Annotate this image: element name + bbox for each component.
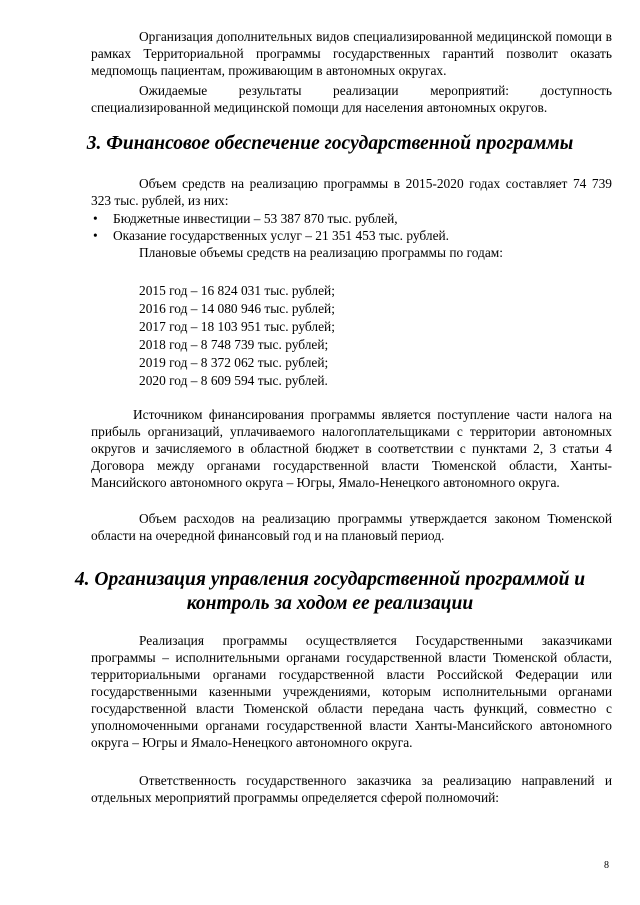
year-item: 2015 год – 16 824 031 тыс. рублей; bbox=[139, 283, 335, 298]
bullet-icon: • bbox=[93, 211, 98, 226]
year-item: 2017 год – 18 103 951 тыс. рублей; bbox=[139, 319, 335, 334]
law-paragraph: Объем расходов на реализацию программы утверждается законом Тюменской области на очередной финансовый год и на плановый период. bbox=[91, 511, 612, 543]
bullet-text: Оказание государственных услуг – 21 351 453 тыс. рублей. bbox=[113, 228, 450, 243]
funding-bullet-list bbox=[91, 210, 612, 244]
bullet-icon: • bbox=[93, 228, 98, 243]
page-number: 8 bbox=[604, 860, 609, 871]
year-item: 2019 год – 8 372 062 тыс. рублей; bbox=[139, 355, 329, 370]
bullet-item bbox=[91, 210, 612, 227]
section-4-heading bbox=[60, 568, 600, 616]
bullet-item bbox=[91, 227, 612, 244]
bullet-text: Бюджетные инвестиции – 53 387 870 тыс. рублей, bbox=[113, 211, 398, 226]
management-paragraph: Реализация программы осуществляется Государственными заказчиками программы – исполнительными органами государственной власти Тюменской области, территориальными органами государственной власти Российской Федерации или государственными казенными учреждениями, которым исполнительными органами государственной власти Тюменской области передана часть функций, совместно с уполномоченными органами государственной власти Ханты-Мансийского автономного округа – Югры и Ямало-Ненецкого автономного округа. bbox=[91, 633, 612, 750]
funding-source-paragraph: Источником финансирования программы является поступление части налога на прибыль организаций, уплачиваемого налогоплательщиками с территории автономных округов и зачисляемого в областной бюджет в соответствии с пунктами 2, 3 статьи 4 Договора между органами государственной власти Тюменской области, Ханты-Мансийского автономного округа – Югры, Ямало-Ненецкого автономного округа. bbox=[91, 407, 612, 490]
year-item: 2020 год – 8 609 594 тыс. рублей. bbox=[139, 373, 328, 388]
by-year-list bbox=[139, 282, 335, 390]
section-4-heading-line-2: контроль за ходом ее реализации bbox=[186, 593, 474, 614]
intro-paragraph-2: Ожидаемые результаты реализации мероприятий: доступность специализированной медицинской помощи для населения автономных округов. bbox=[91, 83, 612, 115]
responsibility-paragraph: Ответственность государственного заказчика за реализацию направлений и отдельных мероприятий программы определяется сферой полномочий: bbox=[91, 773, 612, 805]
intro-paragraph-1: Организация дополнительных видов специализированной медицинской помощи в рамках Территориальной программы государственных гарантий позволит оказать медпомощь пациентам, проживающим в автономных округах. bbox=[91, 29, 612, 78]
by-year-intro: Плановые объемы средств на реализацию программы по годам: bbox=[139, 245, 504, 260]
year-item: 2018 год – 8 748 739 тыс. рублей; bbox=[139, 337, 329, 352]
section-3-heading: 3. Финансовое обеспечение государственной программы bbox=[86, 133, 574, 154]
year-item: 2016 год – 14 080 946 тыс. рублей; bbox=[139, 301, 335, 316]
total-funding-paragraph: Объем средств на реализацию программы в 2015-2020 годах составляет 74 739 323 тыс. рублей, из них: bbox=[91, 176, 612, 208]
section-4-heading-line-1: 4. Организация управления государственной программой и bbox=[74, 569, 586, 590]
